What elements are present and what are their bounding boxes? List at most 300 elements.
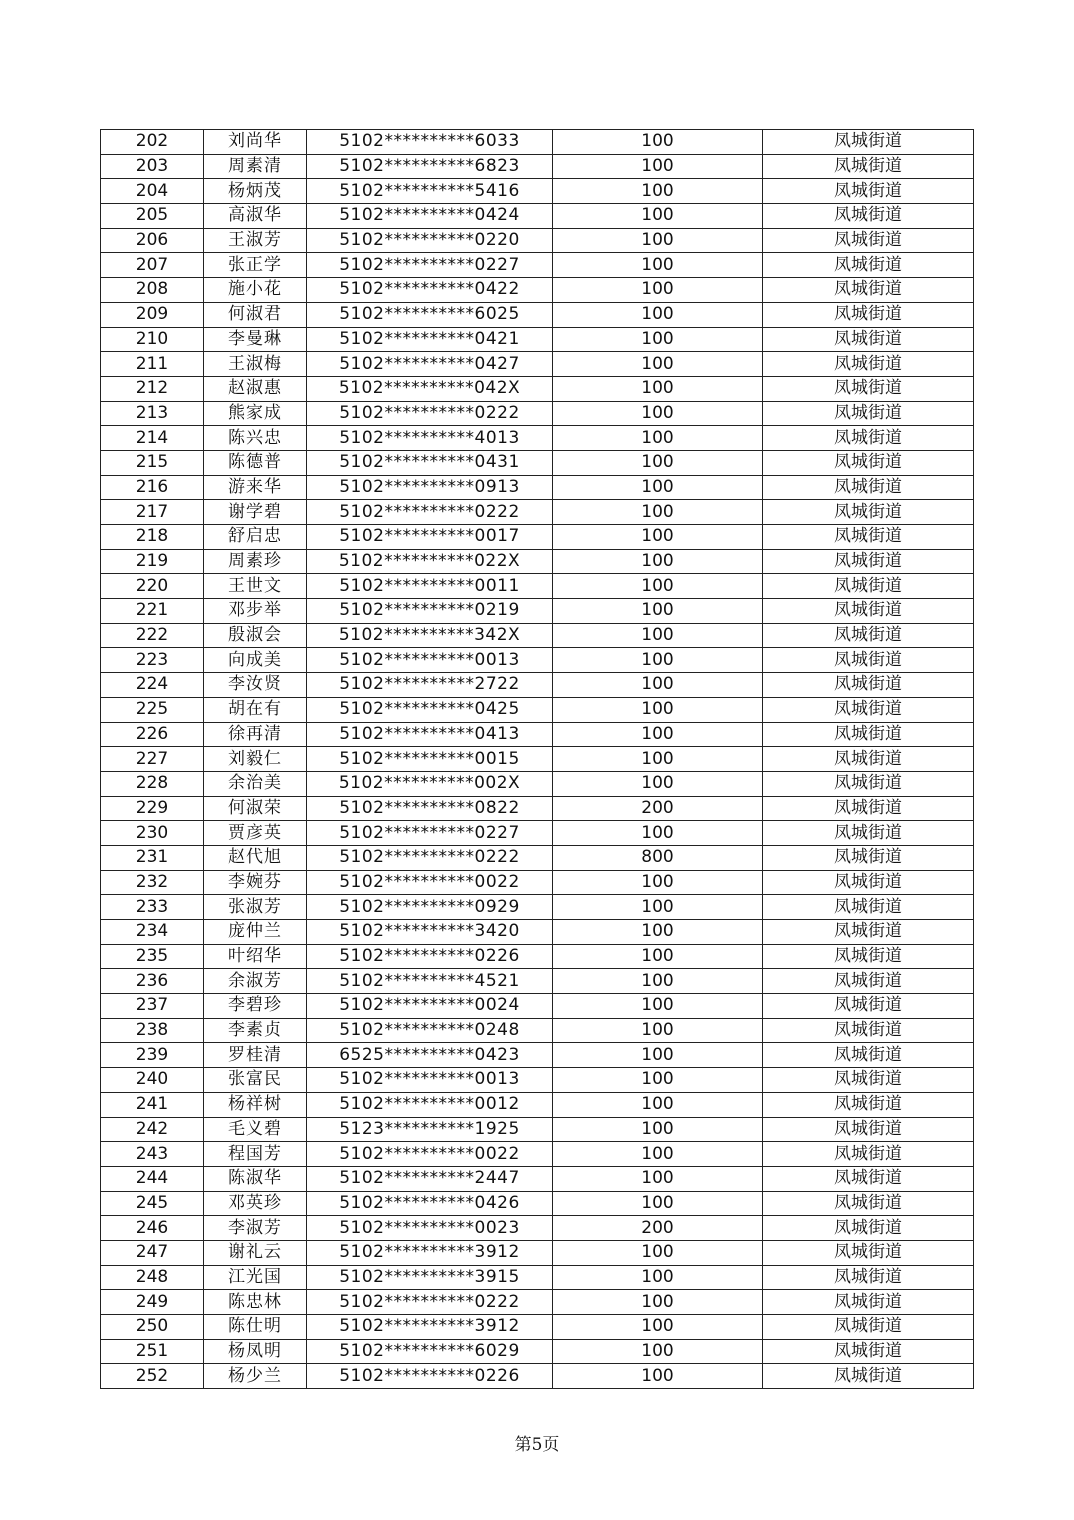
- person-name-cell: 杨炳茂: [204, 179, 307, 204]
- table-row: [101, 376, 974, 401]
- amount-cell: 100: [553, 1068, 763, 1093]
- amount-cell: 100: [553, 253, 763, 278]
- person-name-cell: 周素珍: [204, 549, 307, 574]
- amount-cell: 100: [553, 401, 763, 426]
- table-row: [101, 401, 974, 426]
- area-name-cell: 凤城街道: [763, 895, 974, 920]
- table-row: [101, 130, 974, 155]
- person-name-cell: 谢学碧: [204, 500, 307, 525]
- row-number-cell: 214: [101, 426, 204, 451]
- table-row: [101, 278, 974, 303]
- person-name-cell: 陈德普: [204, 450, 307, 475]
- row-number-cell: 211: [101, 352, 204, 377]
- area-name-cell: 凤城街道: [763, 426, 974, 451]
- table-row: [101, 722, 974, 747]
- person-name-cell: 周素清: [204, 154, 307, 179]
- id-number-cell: 5102**********0023: [307, 1216, 553, 1241]
- table-row: [101, 1068, 974, 1093]
- amount-cell: 100: [553, 574, 763, 599]
- row-number-cell: 238: [101, 1018, 204, 1043]
- person-name-cell: 罗桂清: [204, 1043, 307, 1068]
- id-number-cell: 5102**********0929: [307, 895, 553, 920]
- person-name-cell: 余治美: [204, 771, 307, 796]
- row-number-cell: 240: [101, 1068, 204, 1093]
- area-name-cell: 凤城街道: [763, 1265, 974, 1290]
- id-number-cell: 5102**********5416: [307, 179, 553, 204]
- area-name-cell: 凤城街道: [763, 1339, 974, 1364]
- table-row: [101, 426, 974, 451]
- area-name-cell: 凤城街道: [763, 845, 974, 870]
- table-row: [101, 525, 974, 550]
- table-row: [101, 1166, 974, 1191]
- area-name-cell: 凤城街道: [763, 253, 974, 278]
- id-number-cell: 5102**********3420: [307, 920, 553, 945]
- person-name-cell: 李婉芬: [204, 870, 307, 895]
- id-number-cell: 5102**********0248: [307, 1018, 553, 1043]
- area-name-cell: 凤城街道: [763, 450, 974, 475]
- id-number-cell: 5102**********0017: [307, 525, 553, 550]
- row-number-cell: 218: [101, 525, 204, 550]
- amount-cell: 100: [553, 1166, 763, 1191]
- person-name-cell: 何淑君: [204, 302, 307, 327]
- row-number-cell: 247: [101, 1240, 204, 1265]
- amount-cell: 100: [553, 204, 763, 229]
- row-number-cell: 202: [101, 130, 204, 155]
- area-name-cell: 凤城街道: [763, 1018, 974, 1043]
- person-name-cell: 胡在有: [204, 697, 307, 722]
- id-number-cell: 5102**********0013: [307, 648, 553, 673]
- id-number-cell: 5123**********1925: [307, 1117, 553, 1142]
- row-number-cell: 245: [101, 1191, 204, 1216]
- amount-cell: 100: [553, 870, 763, 895]
- person-name-cell: 高淑华: [204, 204, 307, 229]
- area-name-cell: 凤城街道: [763, 500, 974, 525]
- id-number-cell: 5102**********0226: [307, 1364, 553, 1389]
- person-name-cell: 陈仕明: [204, 1315, 307, 1340]
- id-number-cell: 5102**********0012: [307, 1092, 553, 1117]
- area-name-cell: 凤城街道: [763, 302, 974, 327]
- area-name-cell: 凤城街道: [763, 1092, 974, 1117]
- area-name-cell: 凤城街道: [763, 352, 974, 377]
- id-number-cell: 5102**********6025: [307, 302, 553, 327]
- area-name-cell: 凤城街道: [763, 944, 974, 969]
- table-row: [101, 944, 974, 969]
- area-name-cell: 凤城街道: [763, 228, 974, 253]
- table-row: [101, 1216, 974, 1241]
- row-number-cell: 234: [101, 920, 204, 945]
- id-number-cell: 5102**********3915: [307, 1265, 553, 1290]
- row-number-cell: 237: [101, 994, 204, 1019]
- id-number-cell: 5102**********002X: [307, 771, 553, 796]
- area-name-cell: 凤城街道: [763, 327, 974, 352]
- area-name-cell: 凤城街道: [763, 722, 974, 747]
- area-name-cell: 凤城街道: [763, 376, 974, 401]
- area-name-cell: 凤城街道: [763, 994, 974, 1019]
- id-number-cell: 5102**********0822: [307, 796, 553, 821]
- table-row: [101, 1315, 974, 1340]
- row-number-cell: 244: [101, 1166, 204, 1191]
- area-name-cell: 凤城街道: [763, 204, 974, 229]
- area-name-cell: 凤城街道: [763, 130, 974, 155]
- amount-cell: 100: [553, 525, 763, 550]
- amount-cell: 100: [553, 500, 763, 525]
- table-row: [101, 302, 974, 327]
- table-row: [101, 1142, 974, 1167]
- person-name-cell: 刘尚华: [204, 130, 307, 155]
- row-number-cell: 246: [101, 1216, 204, 1241]
- row-number-cell: 226: [101, 722, 204, 747]
- person-name-cell: 李淑芳: [204, 1216, 307, 1241]
- person-name-cell: 叶绍华: [204, 944, 307, 969]
- id-number-cell: 5102**********3912: [307, 1240, 553, 1265]
- table-row: [101, 1265, 974, 1290]
- amount-cell: 100: [553, 1315, 763, 1340]
- table-row: [101, 228, 974, 253]
- person-name-cell: 毛义碧: [204, 1117, 307, 1142]
- id-number-cell: 5102**********342X: [307, 623, 553, 648]
- amount-cell: 100: [553, 130, 763, 155]
- row-number-cell: 209: [101, 302, 204, 327]
- area-name-cell: 凤城街道: [763, 623, 974, 648]
- row-number-cell: 231: [101, 845, 204, 870]
- area-name-cell: 凤城街道: [763, 574, 974, 599]
- area-name-cell: 凤城街道: [763, 1117, 974, 1142]
- area-name-cell: 凤城街道: [763, 599, 974, 624]
- area-name-cell: 凤城街道: [763, 1240, 974, 1265]
- person-name-cell: 余淑芳: [204, 969, 307, 994]
- row-number-cell: 219: [101, 549, 204, 574]
- id-number-cell: 5102**********022X: [307, 549, 553, 574]
- table-row: [101, 1191, 974, 1216]
- person-name-cell: 张富民: [204, 1068, 307, 1093]
- table-row: [101, 1364, 974, 1389]
- table-row: [101, 771, 974, 796]
- amount-cell: 100: [553, 944, 763, 969]
- amount-cell: 100: [553, 821, 763, 846]
- amount-cell: 100: [553, 1240, 763, 1265]
- id-number-cell: 5102**********3912: [307, 1315, 553, 1340]
- id-number-cell: 5102**********0427: [307, 352, 553, 377]
- person-name-cell: 赵代旭: [204, 845, 307, 870]
- amount-cell: 100: [553, 352, 763, 377]
- row-number-cell: 229: [101, 796, 204, 821]
- amount-cell: 100: [553, 154, 763, 179]
- row-number-cell: 235: [101, 944, 204, 969]
- area-name-cell: 凤城街道: [763, 697, 974, 722]
- area-name-cell: 凤城街道: [763, 549, 974, 574]
- row-number-cell: 239: [101, 1043, 204, 1068]
- table-row: [101, 821, 974, 846]
- amount-cell: 200: [553, 1216, 763, 1241]
- table-row: [101, 870, 974, 895]
- amount-cell: 100: [553, 475, 763, 500]
- area-name-cell: 凤城街道: [763, 870, 974, 895]
- amount-cell: 100: [553, 1018, 763, 1043]
- table-row: [101, 1092, 974, 1117]
- id-number-cell: 5102**********2722: [307, 673, 553, 698]
- area-name-cell: 凤城街道: [763, 1166, 974, 1191]
- person-name-cell: 王世文: [204, 574, 307, 599]
- id-number-cell: 5102**********042X: [307, 376, 553, 401]
- amount-cell: 100: [553, 426, 763, 451]
- amount-cell: 100: [553, 1265, 763, 1290]
- table-row: [101, 500, 974, 525]
- id-number-cell: 5102**********0421: [307, 327, 553, 352]
- area-name-cell: 凤城街道: [763, 1068, 974, 1093]
- table-row: [101, 1339, 974, 1364]
- person-name-cell: 李汝贤: [204, 673, 307, 698]
- person-name-cell: 李曼琳: [204, 327, 307, 352]
- id-number-cell: 5102**********0913: [307, 475, 553, 500]
- table-row: [101, 154, 974, 179]
- amount-cell: 100: [553, 1043, 763, 1068]
- row-number-cell: 251: [101, 1339, 204, 1364]
- row-number-cell: 241: [101, 1092, 204, 1117]
- row-number-cell: 233: [101, 895, 204, 920]
- id-number-cell: 5102**********0222: [307, 1290, 553, 1315]
- person-name-cell: 李素贞: [204, 1018, 307, 1043]
- id-number-cell: 5102**********6029: [307, 1339, 553, 1364]
- table-row: [101, 673, 974, 698]
- amount-cell: 100: [553, 1092, 763, 1117]
- person-name-cell: 游来华: [204, 475, 307, 500]
- row-number-cell: 203: [101, 154, 204, 179]
- id-number-cell: 5102**********0220: [307, 228, 553, 253]
- id-number-cell: 5102**********6033: [307, 130, 553, 155]
- table-row: [101, 994, 974, 1019]
- id-number-cell: 5102**********4521: [307, 969, 553, 994]
- row-number-cell: 208: [101, 278, 204, 303]
- amount-cell: 100: [553, 1191, 763, 1216]
- person-name-cell: 何淑荣: [204, 796, 307, 821]
- id-number-cell: 5102**********0425: [307, 697, 553, 722]
- row-number-cell: 212: [101, 376, 204, 401]
- area-name-cell: 凤城街道: [763, 179, 974, 204]
- row-number-cell: 210: [101, 327, 204, 352]
- row-number-cell: 205: [101, 204, 204, 229]
- row-number-cell: 242: [101, 1117, 204, 1142]
- table-row: [101, 1290, 974, 1315]
- table-row: [101, 450, 974, 475]
- table-row: [101, 204, 974, 229]
- amount-cell: 100: [553, 895, 763, 920]
- person-name-cell: 舒启忠: [204, 525, 307, 550]
- area-name-cell: 凤城街道: [763, 1315, 974, 1340]
- area-name-cell: 凤城街道: [763, 1043, 974, 1068]
- row-number-cell: 207: [101, 253, 204, 278]
- amount-cell: 100: [553, 450, 763, 475]
- row-number-cell: 248: [101, 1265, 204, 1290]
- amount-cell: 200: [553, 796, 763, 821]
- amount-cell: 100: [553, 969, 763, 994]
- area-name-cell: 凤城街道: [763, 920, 974, 945]
- area-name-cell: 凤城街道: [763, 673, 974, 698]
- id-number-cell: 5102**********0219: [307, 599, 553, 624]
- row-number-cell: 213: [101, 401, 204, 426]
- table-row: [101, 796, 974, 821]
- area-name-cell: 凤城街道: [763, 969, 974, 994]
- id-number-cell: 5102**********0013: [307, 1068, 553, 1093]
- table-row: [101, 1117, 974, 1142]
- amount-cell: 800: [553, 845, 763, 870]
- row-number-cell: 250: [101, 1315, 204, 1340]
- person-name-cell: 贾彦英: [204, 821, 307, 846]
- area-name-cell: 凤城街道: [763, 401, 974, 426]
- id-number-cell: 5102**********0424: [307, 204, 553, 229]
- row-number-cell: 252: [101, 1364, 204, 1389]
- table-row: [101, 574, 974, 599]
- table-row: [101, 920, 974, 945]
- person-name-cell: 陈兴忠: [204, 426, 307, 451]
- amount-cell: 100: [553, 1364, 763, 1389]
- id-number-cell: 5102**********0426: [307, 1191, 553, 1216]
- amount-cell: 100: [553, 302, 763, 327]
- table-row: [101, 179, 974, 204]
- person-name-cell: 赵淑惠: [204, 376, 307, 401]
- table-row: [101, 1018, 974, 1043]
- id-number-cell: 5102**********0227: [307, 253, 553, 278]
- amount-cell: 100: [553, 722, 763, 747]
- amount-cell: 100: [553, 1290, 763, 1315]
- amount-cell: 100: [553, 1117, 763, 1142]
- amount-cell: 100: [553, 1339, 763, 1364]
- table-row: [101, 352, 974, 377]
- person-name-cell: 江光国: [204, 1265, 307, 1290]
- person-name-cell: 杨凤明: [204, 1339, 307, 1364]
- id-number-cell: 5102**********0413: [307, 722, 553, 747]
- id-number-cell: 5102**********6823: [307, 154, 553, 179]
- person-name-cell: 邓步举: [204, 599, 307, 624]
- row-number-cell: 227: [101, 747, 204, 772]
- id-number-cell: 5102**********0222: [307, 845, 553, 870]
- amount-cell: 100: [553, 648, 763, 673]
- id-number-cell: 5102**********0024: [307, 994, 553, 1019]
- area-name-cell: 凤城街道: [763, 771, 974, 796]
- row-number-cell: 228: [101, 771, 204, 796]
- area-name-cell: 凤城街道: [763, 1142, 974, 1167]
- amount-cell: 100: [553, 599, 763, 624]
- person-name-cell: 熊家成: [204, 401, 307, 426]
- row-number-cell: 236: [101, 969, 204, 994]
- person-name-cell: 程国芳: [204, 1142, 307, 1167]
- row-number-cell: 221: [101, 599, 204, 624]
- row-number-cell: 232: [101, 870, 204, 895]
- person-name-cell: 陈淑华: [204, 1166, 307, 1191]
- area-name-cell: 凤城街道: [763, 278, 974, 303]
- row-number-cell: 217: [101, 500, 204, 525]
- amount-cell: 100: [553, 278, 763, 303]
- table-row: [101, 623, 974, 648]
- row-number-cell: 222: [101, 623, 204, 648]
- area-name-cell: 凤城街道: [763, 1191, 974, 1216]
- area-name-cell: 凤城街道: [763, 525, 974, 550]
- id-number-cell: 5102**********4013: [307, 426, 553, 451]
- table-row: [101, 1043, 974, 1068]
- amount-cell: 100: [553, 771, 763, 796]
- amount-cell: 100: [553, 376, 763, 401]
- id-number-cell: 5102**********0022: [307, 1142, 553, 1167]
- area-name-cell: 凤城街道: [763, 1364, 974, 1389]
- id-number-cell: 5102**********0022: [307, 870, 553, 895]
- row-number-cell: 249: [101, 1290, 204, 1315]
- page-number: 第5页: [514, 1435, 560, 1455]
- id-number-cell: 5102**********0222: [307, 500, 553, 525]
- amount-cell: 100: [553, 327, 763, 352]
- person-name-cell: 杨祥树: [204, 1092, 307, 1117]
- person-name-cell: 王淑梅: [204, 352, 307, 377]
- person-name-cell: 庞仲兰: [204, 920, 307, 945]
- table-row: [101, 845, 974, 870]
- person-name-cell: 王淑芳: [204, 228, 307, 253]
- table-row: [101, 1240, 974, 1265]
- area-name-cell: 凤城街道: [763, 796, 974, 821]
- amount-cell: 100: [553, 549, 763, 574]
- id-number-cell: 5102**********0011: [307, 574, 553, 599]
- id-number-cell: 6525**********0423: [307, 1043, 553, 1068]
- row-number-cell: 215: [101, 450, 204, 475]
- amount-cell: 100: [553, 179, 763, 204]
- amount-cell: 100: [553, 1142, 763, 1167]
- table-row: [101, 327, 974, 352]
- amount-cell: 100: [553, 228, 763, 253]
- id-number-cell: 5102**********0226: [307, 944, 553, 969]
- id-number-cell: 5102**********0222: [307, 401, 553, 426]
- row-number-cell: 206: [101, 228, 204, 253]
- id-number-cell: 5102**********0227: [307, 821, 553, 846]
- person-name-cell: 谢礼云: [204, 1240, 307, 1265]
- row-number-cell: 220: [101, 574, 204, 599]
- person-name-cell: 向成美: [204, 648, 307, 673]
- subsidy-list-table: [100, 129, 974, 1389]
- area-name-cell: 凤城街道: [763, 648, 974, 673]
- table-row: [101, 549, 974, 574]
- row-number-cell: 204: [101, 179, 204, 204]
- person-name-cell: 殷淑会: [204, 623, 307, 648]
- table-body: [101, 130, 974, 1389]
- row-number-cell: 216: [101, 475, 204, 500]
- id-number-cell: 5102**********0431: [307, 450, 553, 475]
- person-name-cell: 李碧珍: [204, 994, 307, 1019]
- id-number-cell: 5102**********2447: [307, 1166, 553, 1191]
- row-number-cell: 225: [101, 697, 204, 722]
- amount-cell: 100: [553, 623, 763, 648]
- amount-cell: 100: [553, 697, 763, 722]
- table-row: [101, 895, 974, 920]
- area-name-cell: 凤城街道: [763, 154, 974, 179]
- amount-cell: 100: [553, 920, 763, 945]
- area-name-cell: 凤城街道: [763, 747, 974, 772]
- person-name-cell: 施小花: [204, 278, 307, 303]
- table-row: [101, 747, 974, 772]
- table-row: [101, 969, 974, 994]
- person-name-cell: 张正学: [204, 253, 307, 278]
- area-name-cell: 凤城街道: [763, 1290, 974, 1315]
- row-number-cell: 223: [101, 648, 204, 673]
- table-row: [101, 697, 974, 722]
- amount-cell: 100: [553, 673, 763, 698]
- person-name-cell: 邓英珍: [204, 1191, 307, 1216]
- area-name-cell: 凤城街道: [763, 821, 974, 846]
- person-name-cell: 张淑芳: [204, 895, 307, 920]
- person-name-cell: 杨少兰: [204, 1364, 307, 1389]
- amount-cell: 100: [553, 994, 763, 1019]
- area-name-cell: 凤城街道: [763, 475, 974, 500]
- id-number-cell: 5102**********0015: [307, 747, 553, 772]
- table-row: [101, 599, 974, 624]
- table-row: [101, 253, 974, 278]
- amount-cell: 100: [553, 747, 763, 772]
- person-name-cell: 徐再清: [204, 722, 307, 747]
